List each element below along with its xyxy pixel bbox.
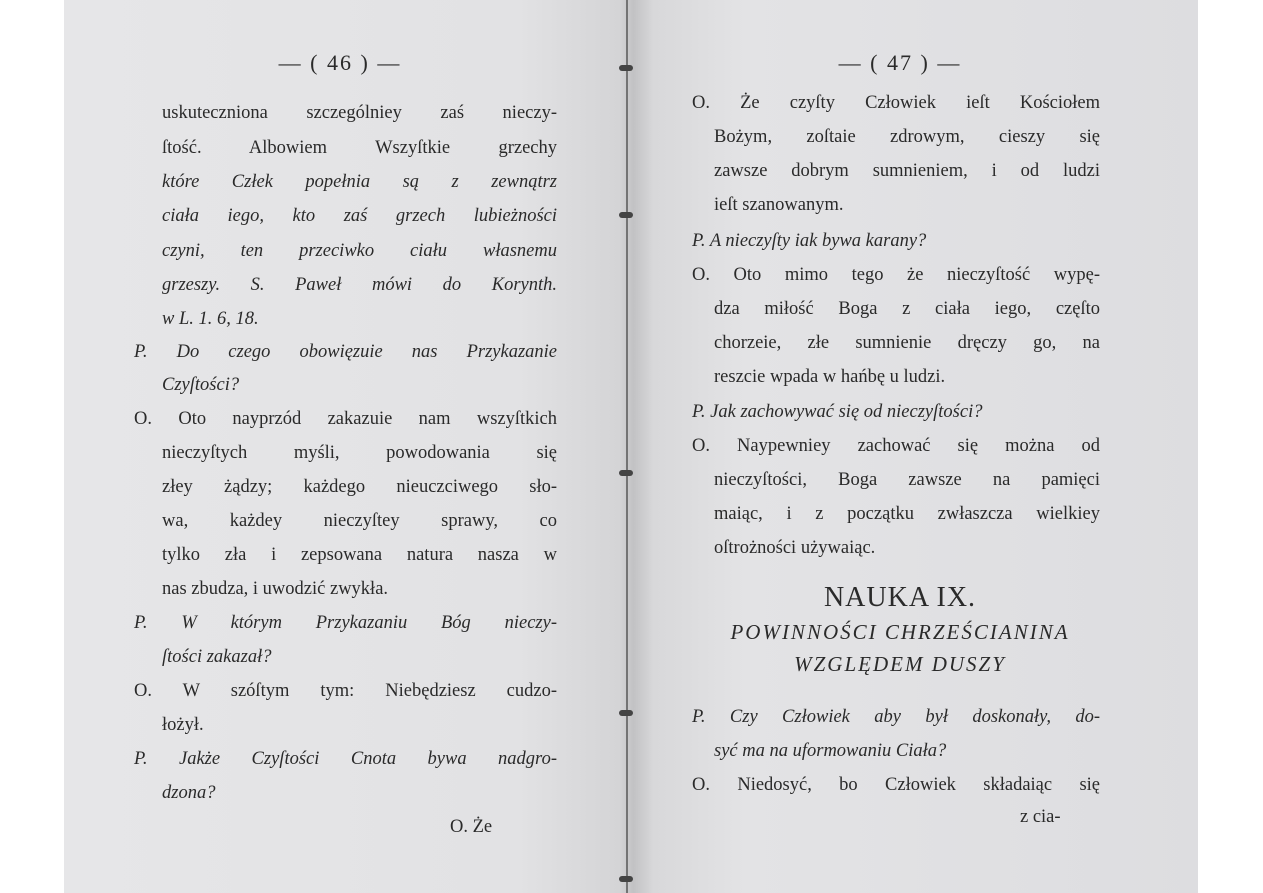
answer-line: złey żądzy; każdego nieuczciwego sło- <box>162 477 557 497</box>
question-line: syć ma na uformowaniu Ciała? <box>714 741 947 761</box>
question-line: P. Do czego obowięzuie nas Przykazanie <box>134 342 557 362</box>
text-line: czyni, ten przeciwko ciału własnemu <box>162 241 557 261</box>
binding-stitch <box>619 876 633 882</box>
answer-line: maiąc, i z początku zwłaszcza wielkiey <box>714 504 1100 524</box>
right-page <box>680 0 1120 893</box>
question-line: dzona? <box>162 783 216 803</box>
text-line: które Człek popełnia są z zewnątrz <box>162 172 557 192</box>
answer-line: ieſt szanowanym. <box>714 195 844 215</box>
binding-stitch <box>619 470 633 476</box>
question-line: P. Czy Człowiek aby był doskonały, do- <box>692 707 1100 727</box>
chapter-subtitle: POWINNOŚCI CHRZEŚCIANINA <box>730 620 1070 644</box>
answer-line: O. Niedosyć, bo Człowiek składaiąc się <box>692 775 1100 795</box>
answer-line: Bożym, zoſtaie zdrowym, cieszy się <box>714 127 1100 147</box>
binding-stitch <box>619 65 633 71</box>
text-line: ſtość. Albowiem Wszyſtkie grzechy <box>162 138 557 158</box>
question-line: P. W którym Przykazaniu Bóg nieczy- <box>134 613 557 633</box>
answer-line: tylko zła i zepsowana natura nasza w <box>162 545 557 565</box>
question-line: P. Jak zachowywać się od nieczyſtości? <box>692 402 983 422</box>
answer-line: nas zbudza, i uwodzić zwykła. <box>162 579 389 599</box>
page-number: — ( 47 ) — <box>838 50 962 75</box>
answer-line: łożył. <box>162 715 204 735</box>
answer-line: O. Że czyſty Człowiek ieſt Kościołem <box>692 93 1100 113</box>
answer-line: O. Oto mimo tego że nieczyſtość wypę- <box>692 265 1100 285</box>
answer-line: nieczyſtości, Boga zawsze na pamięci <box>714 470 1100 490</box>
answer-line: dza miłość Boga z ciała iego, częſto <box>714 299 1100 319</box>
answer-line: oſtrożności używaiąc. <box>714 538 876 558</box>
answer-line: nieczyſtych myśli, powodowania się <box>162 443 557 463</box>
question-line: P. A nieczyſty iak bywa karany? <box>692 231 927 251</box>
catchword: O. Że <box>450 817 493 837</box>
question-line: ſtości zakazał? <box>162 647 272 667</box>
binding-stitch <box>619 212 633 218</box>
binding-stitch <box>619 710 633 716</box>
book-gutter <box>626 0 628 893</box>
answer-line: reszcie wpada w hańbę u ludzi. <box>714 367 946 387</box>
chapter-title: NAUKA IX. <box>823 582 977 613</box>
text-line: w L. 1. 6, 18. <box>162 309 259 329</box>
answer-line: chorzeie, złe sumnienie dręczy go, na <box>714 333 1100 353</box>
answer-line: wa, każdey nieczyſtey sprawy, co <box>162 511 557 531</box>
question-line: Czyſtości? <box>162 375 240 395</box>
text-line: grzeszy. S. Paweł mówi do Korynth. <box>162 275 557 295</box>
text-line: uskuteczniona szczególniey zaś nieczy- <box>162 103 557 123</box>
catchword: z cia- <box>1020 807 1061 827</box>
question-line: P. Jakże Czyſtości Cnota bywa nadgro- <box>134 749 557 769</box>
answer-line: O. Naypewniey zachować się można od <box>692 436 1100 456</box>
left-page <box>120 0 560 893</box>
text-line: ciała iego, kto zaś grzech lubieżności <box>162 206 557 226</box>
answer-line: O. W szóſtym tym: Niebędziesz cudzo- <box>134 681 557 701</box>
answer-line: zawsze dobrym sumnieniem, i od ludzi <box>714 161 1100 181</box>
chapter-subtitle: WZGLĘDEM DUSZY <box>794 652 1006 676</box>
answer-line: O. Oto nayprzód zakazuie nam wszyſtkich <box>134 409 557 429</box>
page-number: — ( 46 ) — <box>278 50 402 75</box>
